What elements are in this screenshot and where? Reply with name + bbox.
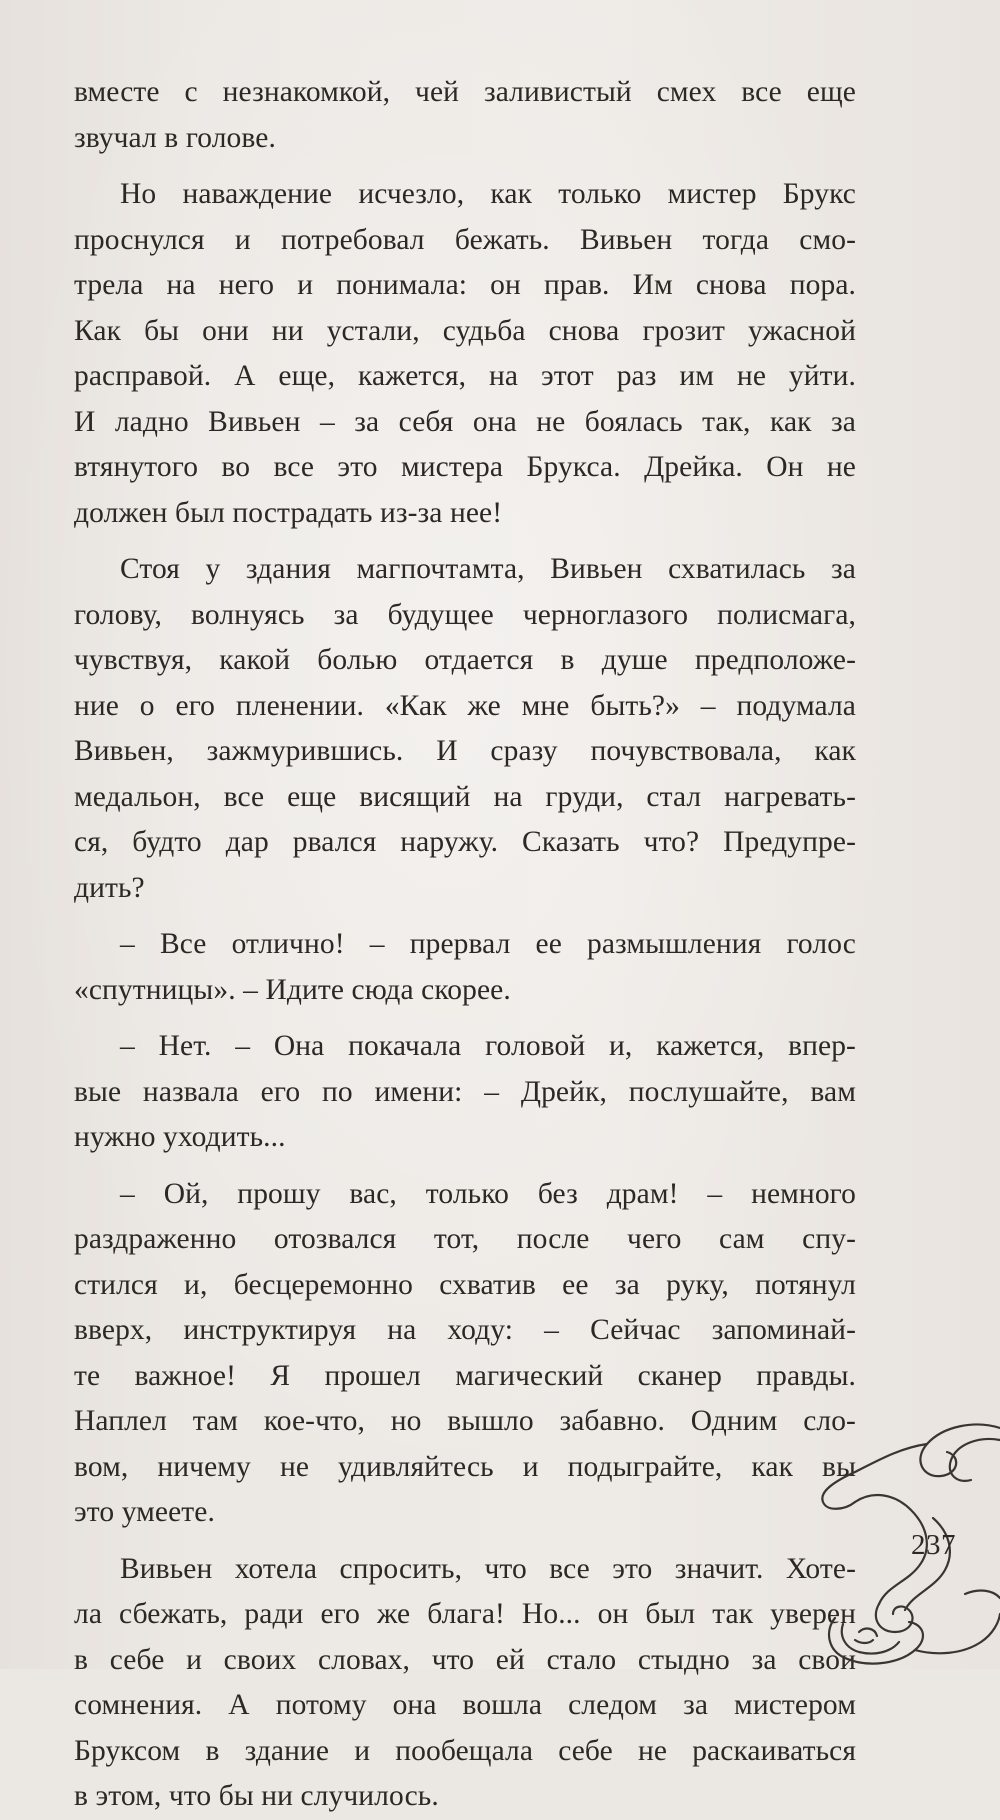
text-line: ся, будто дар рвался наружу. Сказать что? Предупре-: [74, 826, 856, 858]
text-line: Вивьен хотела спросить, что все это значит. Хоте-: [120, 1552, 856, 1585]
text-line: сомнения. А потому она вошла следом за мистером: [74, 1689, 856, 1721]
text-line: вом, ничему не удивляйтесь и подыграйте, как вы: [74, 1450, 856, 1483]
text-line: Наплел там кое-что, но вышло забавно. Одним сло-: [74, 1405, 856, 1437]
paragraph-gap: [74, 161, 856, 172]
paragraph-gap: [74, 1161, 856, 1172]
text-line: чувствуя, какой болью отдается в душе предположе-: [74, 644, 856, 676]
page-body-text: [74, 70, 856, 1820]
text-line: И ладно Вивьен – за себя она не боялась так, как за: [74, 405, 856, 438]
text-line: стился и, бесцеремонно схватив ее за руку, потянул: [74, 1268, 856, 1301]
text-line: ла сбежать, ради его же блага! Но... он был так уверен: [74, 1598, 856, 1630]
paragraph-gap: [74, 1536, 856, 1547]
text-line: вверх, инструктируя на ходу: – Сейчас запоминай-: [74, 1314, 856, 1346]
paragraph-gap: [74, 911, 856, 922]
text-line: втянутого во все это мистера Брукса. Дрейка. Он не: [74, 451, 856, 483]
text-line: Бруксом в здание и пообещала себе не раскаиваться: [74, 1734, 856, 1767]
paragraph-gap: [74, 1013, 856, 1024]
text-line: Но наваждение исчезло, как только мистер Брукс: [120, 178, 856, 210]
text-line: – Нет. – Она покачала головой и, кажется, впер-: [120, 1030, 856, 1062]
text-line: нужно уходить...: [74, 1121, 286, 1153]
text-line: – Все отлично! – прервал ее размышления голос: [120, 928, 856, 960]
text-line: звучал в голове.: [74, 121, 276, 154]
text-line: вместе с незнакомкой, чей заливистый смех все еще: [74, 76, 856, 108]
text-line: Стоя у здания магпочтамта, Вивьен схватилась за: [120, 553, 856, 585]
text-line: – Ой, прошу вас, только без драм! – немного: [120, 1177, 856, 1210]
text-line: Вивьен, зажмурившись. И сразу почувствовала, как: [74, 735, 856, 767]
text-line: раздраженно отозвался тот, после чего сам спу-: [74, 1223, 856, 1255]
text-line: должен был пострадать из-за нее!: [74, 496, 503, 529]
text-line: в себе и своих словах, что ей стало стыдно за свои: [74, 1643, 856, 1676]
text-line: в этом, что бы ни случилось.: [74, 1780, 439, 1812]
text-line: трела на него и понимала: он прав. Им снова пора.: [74, 269, 856, 301]
text-line: вые назвала его по имени: – Дрейк, послушайте, вам: [74, 1075, 856, 1108]
text-line: ние о его пленении. «Как же мне быть?» – подумала: [74, 689, 856, 722]
text-line: голову, волнуясь за будущее черноглазого полисмага,: [74, 598, 856, 631]
swirl-ornament-icon: [815, 1418, 1000, 1669]
text-line: те важное! Я прошел магический сканер правды.: [74, 1359, 856, 1392]
paragraph-gap: [74, 536, 856, 547]
text-line: это умеете.: [74, 1496, 215, 1528]
text-line: Как бы они ни устали, судьба снова грозит ужасной: [74, 314, 856, 347]
text-line: расправой. А еще, кажется, на этот раз им не уйти.: [74, 360, 856, 392]
text-line: проснулся и потребовал бежать. Вивьен тогда смо-: [74, 223, 856, 256]
text-line: «спутницы». – Идите сюда скорее.: [74, 973, 511, 1006]
text-line: медальон, все еще висящий на груди, стал нагревать-: [74, 780, 856, 813]
text-line: дить?: [74, 871, 145, 904]
page-number: 237: [911, 1529, 956, 1561]
